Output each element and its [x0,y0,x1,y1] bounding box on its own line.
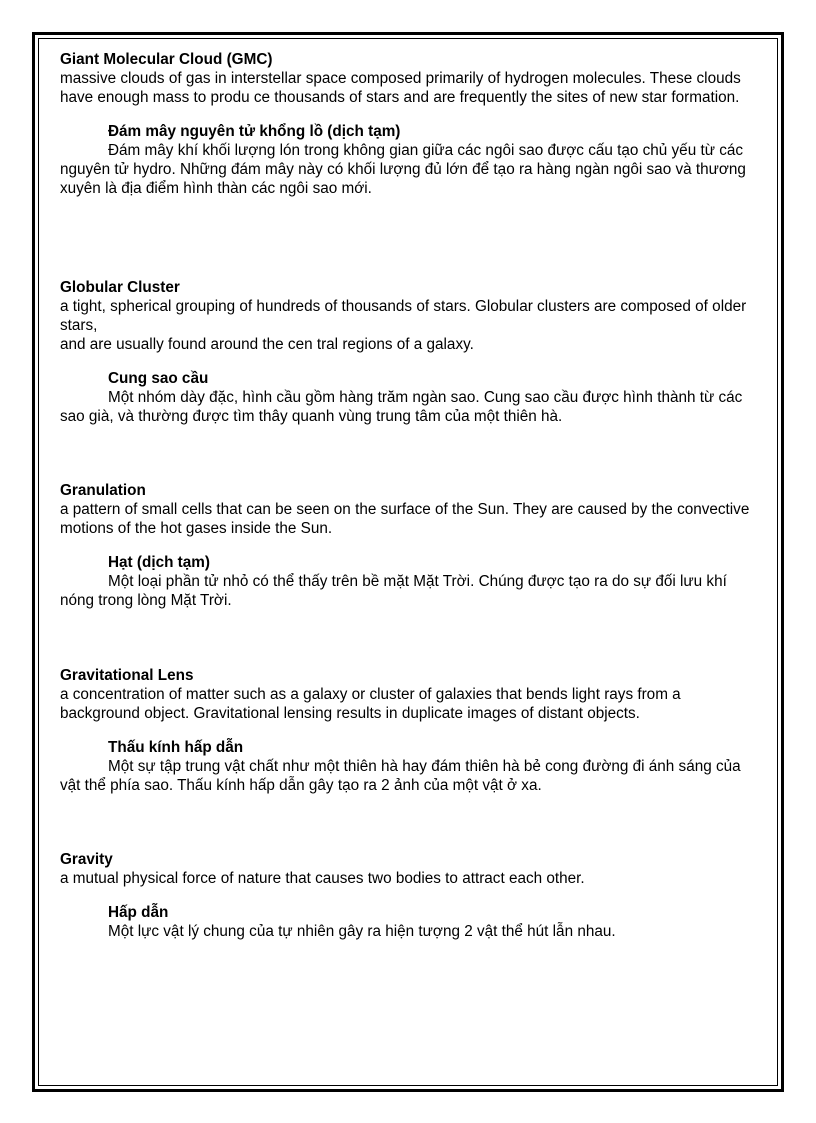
english-definition: massive clouds of gas in interstellar space composed primarily of hydrogen molecules. These clouds have enough mass to produ ce thousands of stars and are frequently the sites of new star formation. [60,70,741,106]
vietnamese-definition: Đám mây khí khối lượng lón trong không gian giữa các ngôi sao được cấu tạo chủ yếu từ các nguyên tử hydro. Những đám mây này có khối lượng đủ lớn để tạo ra hàng ngàn ngôi sao và thương xuyên là địa điểm hình thàn các ngôi sao mới. [60,142,746,197]
english-term: Globular Cluster [60,279,180,296]
vietnamese-term: Thấu kính hấp dẫn [108,739,244,756]
vietnamese-term: Cung sao cầu [108,370,209,387]
english-term: Gravitational Lens [60,667,194,684]
english-term: Gravity [60,851,113,868]
vietnamese-term: Hấp dẫn [108,904,169,921]
english-definition: a mutual physical force of nature that causes two bodies to attract each other. [60,870,585,887]
vietnamese-definition: Một loại phần tử nhỏ có thể thấy trên bề mặt Mặt Trời. Chúng được tạo ra do sự đối lưu khí nóng trong lòng Mặt Trời. [60,573,727,609]
vietnamese-term: Đám mây nguyên tử khổng lồ (dịch tạm) [108,123,401,140]
glossary-entry [60,50,750,198]
english-term: Giant Molecular Cloud (GMC) [60,51,273,68]
english-term: Granulation [60,482,146,499]
glossary-entry [60,666,750,795]
vietnamese-definition: Một lực vật lý chung của tự nhiên gây ra hiện tượng 2 vật thể hút lẫn nhau. [108,923,616,940]
glossary-entry [60,278,750,426]
english-definition: a tight, spherical grouping of hundreds of thousands of stars. Globular clusters are composed of older stars, and are usually found around the cen tral regions of a galaxy. [60,298,747,353]
english-definition: a concentration of matter such as a galaxy or cluster of galaxies that bends light rays from a background object. Gravitational lensing results in duplicate images of distant objects. [60,686,681,722]
glossary-entry [60,850,750,941]
vietnamese-definition: Một nhóm dày đặc, hình cầu gồm hàng trăm ngàn sao. Cung sao cầu được hình thành từ các sao già, và thường được tìm thây quanh vùng trung tâm của một thiên hà. [60,389,743,425]
english-definition: a pattern of small cells that can be seen on the surface of the Sun. They are caused by the convective motions of the hot gases inside the Sun. [60,501,750,537]
vietnamese-definition: Một sự tập trung vật chất như một thiên hà hay đám thiên hà bẻ cong đường đi ánh sáng của vật thể phía sao. Thấu kính hấp dẫn gây tạo ra 2 ảnh của một vật ở xa. [60,758,741,794]
vietnamese-term: Hạt (dịch tạm) [108,554,210,571]
glossary-entry [60,481,750,610]
